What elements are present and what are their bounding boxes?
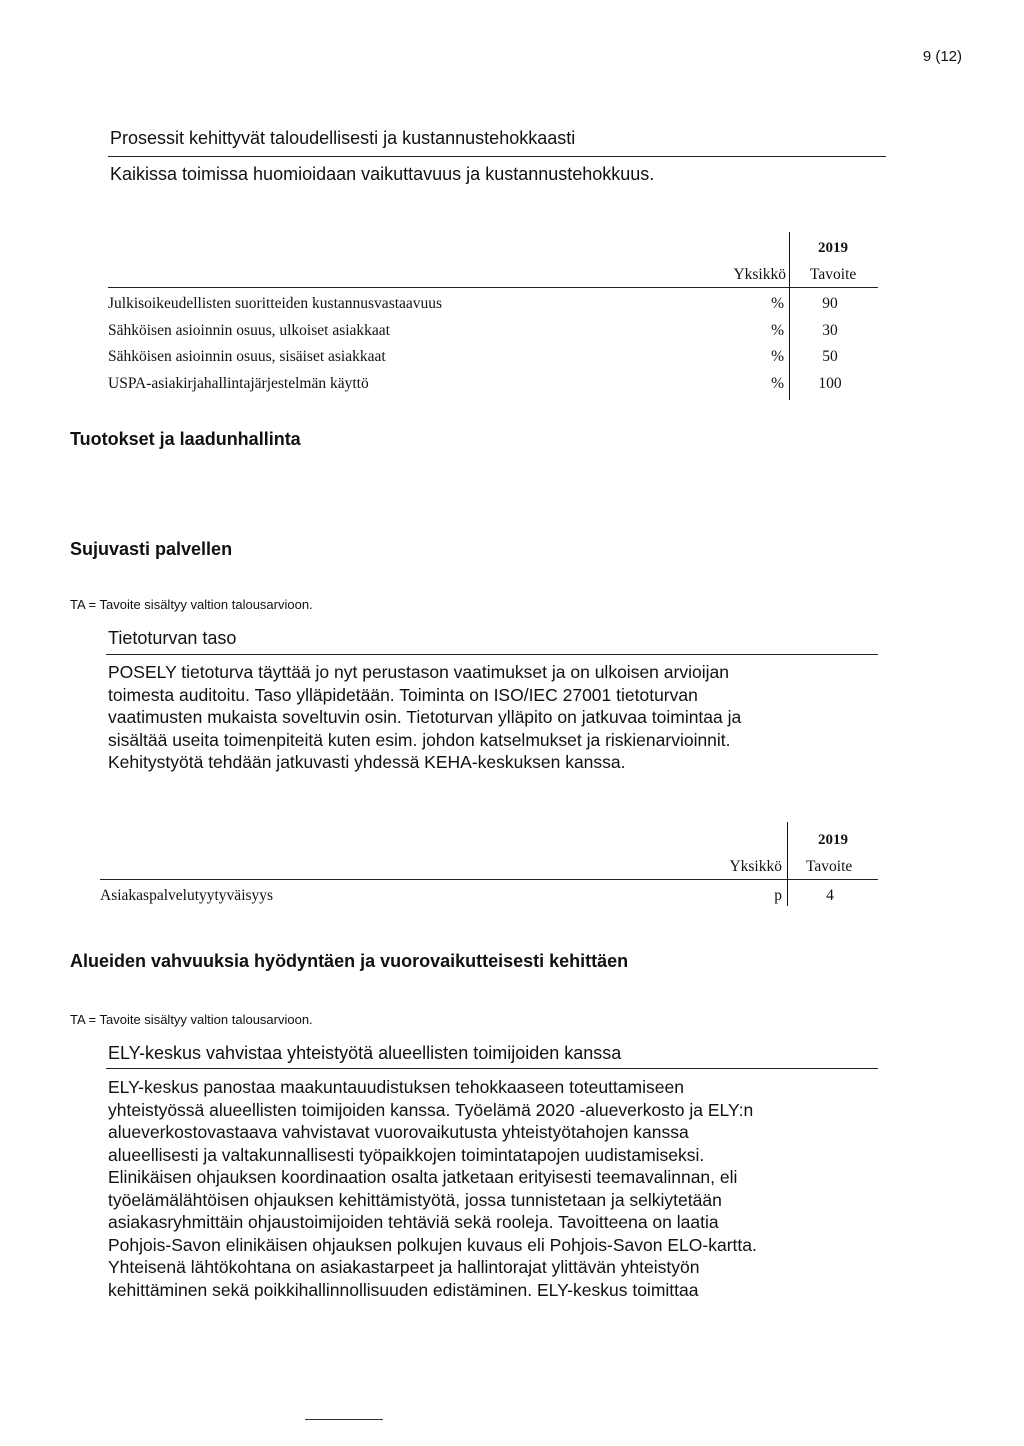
table1-target-header: Tavoite xyxy=(810,266,857,283)
table1-year: 2019 xyxy=(818,240,848,256)
table2-divider xyxy=(787,822,788,906)
section3-body xyxy=(108,661,888,774)
table-row-label: Sähköisen asioinnin osuus, ulkoiset asiakkaat xyxy=(108,322,390,339)
section3-heading: Tietoturvan taso xyxy=(108,628,237,648)
section4-rule xyxy=(106,1068,878,1069)
section4-line: alueverkostovastaava vahvistavat vuorovaikutusta yhteistyötahojen kanssa xyxy=(108,1122,689,1142)
table-row-target: 4 xyxy=(826,887,834,904)
table2-target-header: Tavoite xyxy=(806,858,853,875)
section1-heading: Prosessit kehittyvät taloudellisesti ja kustannustehokkaasti xyxy=(110,128,576,148)
section3-line: Kehitystyötä tehdään jatkuvasti yhdessä KEHA-keskuksen kanssa. xyxy=(108,752,626,772)
section3-line: toimesta auditoitu. Taso ylläpidetään. Toiminta on ISO/IEC 27001 tietoturvan xyxy=(108,684,698,705)
section1-rule xyxy=(108,156,886,157)
table1-header-rule xyxy=(108,287,878,288)
page-number: 9 (12) xyxy=(922,48,962,65)
section3-note: TA = Tavoite sisältyy valtion talousarvioon. xyxy=(70,597,313,612)
section4-line: Pohjois-Savon elinikäisen ohjauksen polkujen kuvaus eli Pohjois-Savon ELO-kartta. xyxy=(108,1234,757,1255)
section4-line: Elinikäisen ohjauksen koordinaation osalta jatketaan erityisesti teemavalinnan, eli xyxy=(108,1167,738,1187)
table-row-unit: % xyxy=(771,348,784,365)
table-row-unit: p xyxy=(774,887,782,904)
section4-line: työelämälähtöisen ohjauksen kehittämistyötä, jossa tunnistetaan ja selkiytetään xyxy=(108,1189,722,1210)
section3-line: vaatimusten mukaista soveltuvin osin. Tietoturvan ylläpito on jatkuvaa toimintaa ja xyxy=(108,707,742,727)
table2-unit-header: Yksikkö xyxy=(729,858,782,875)
section2-title: Tuotokset ja laadunhallinta xyxy=(70,429,301,449)
table2-header-rule xyxy=(100,879,878,880)
table1-unit-header: Yksikkö xyxy=(733,266,786,283)
table-row-target: 90 xyxy=(822,295,838,312)
section1-text: Kaikissa toimissa huomioidaan vaikuttavuus ja kustannustehokkuus. xyxy=(110,164,655,184)
table-row-unit: % xyxy=(771,375,784,392)
table-row-target: 30 xyxy=(822,322,838,339)
table-row-label: Asiakaspalvelutyytyväisyys xyxy=(100,887,274,904)
section4-line: Yhteisenä lähtökohtana on asiakastarpeet ja hallintorajat ylittävän yhteistyön xyxy=(108,1257,700,1277)
section4-line: asiakasryhmittäin ohjaustoimijoiden tehtäviä sekä rooleja. Tavoitteena on laatia xyxy=(108,1212,719,1232)
table-row-label: USPA-asiakirjahallintajärjestelmän käyttö xyxy=(108,375,369,392)
section3-line: sisältää useita toimenpiteitä kuten esim. johdon katselmukset ja riskienarvioinnit. xyxy=(108,729,731,750)
table-row-unit: % xyxy=(771,295,784,312)
section4-line: kehittäminen sekä poikkihallinnollisuuden edistäminen. ELY-keskus toimittaa xyxy=(108,1279,699,1300)
table1-divider xyxy=(789,232,790,400)
section4-note: TA = Tavoite sisältyy valtion talousarvioon. xyxy=(70,1012,313,1027)
footer-divider xyxy=(305,1419,383,1420)
section3-rule xyxy=(106,654,878,655)
table-row-label: Sähköisen asioinnin osuus, sisäiset asiakkaat xyxy=(108,348,386,365)
section4-body xyxy=(108,1076,888,1301)
table-row-unit: % xyxy=(771,322,784,339)
section4-line: ELY-keskus panostaa maakuntauudistuksen tehokkaaseen toteuttamiseen xyxy=(108,1077,684,1097)
section3-title: Sujuvasti palvellen xyxy=(70,539,233,559)
section4-line: alueellisesti ja valtakunnallisesti työpaikkojen toimintatapojen uudistamiseksi. xyxy=(108,1144,705,1165)
section4-title: Alueiden vahvuuksia hyödyntäen ja vuorovaikutteisesti kehittäen xyxy=(70,951,629,971)
table-row-target: 50 xyxy=(822,348,838,365)
section4-heading: ELY-keskus vahvistaa yhteistyötä alueellisten toimijoiden kanssa xyxy=(108,1043,622,1063)
table-row-label: Julkisoikeudellisten suoritteiden kustannusvastaavuus xyxy=(108,295,443,312)
section4-line: yhteistyössä alueellisten toimijoiden kanssa. Työelämä 2020 -alueverkosto ja ELY:n xyxy=(108,1099,754,1120)
table2-year: 2019 xyxy=(818,832,848,848)
table-row-target: 100 xyxy=(818,375,842,392)
section3-line: POSELY tietoturva täyttää jo nyt perustason vaatimukset ja on ulkoisen arvioijan xyxy=(108,662,729,682)
